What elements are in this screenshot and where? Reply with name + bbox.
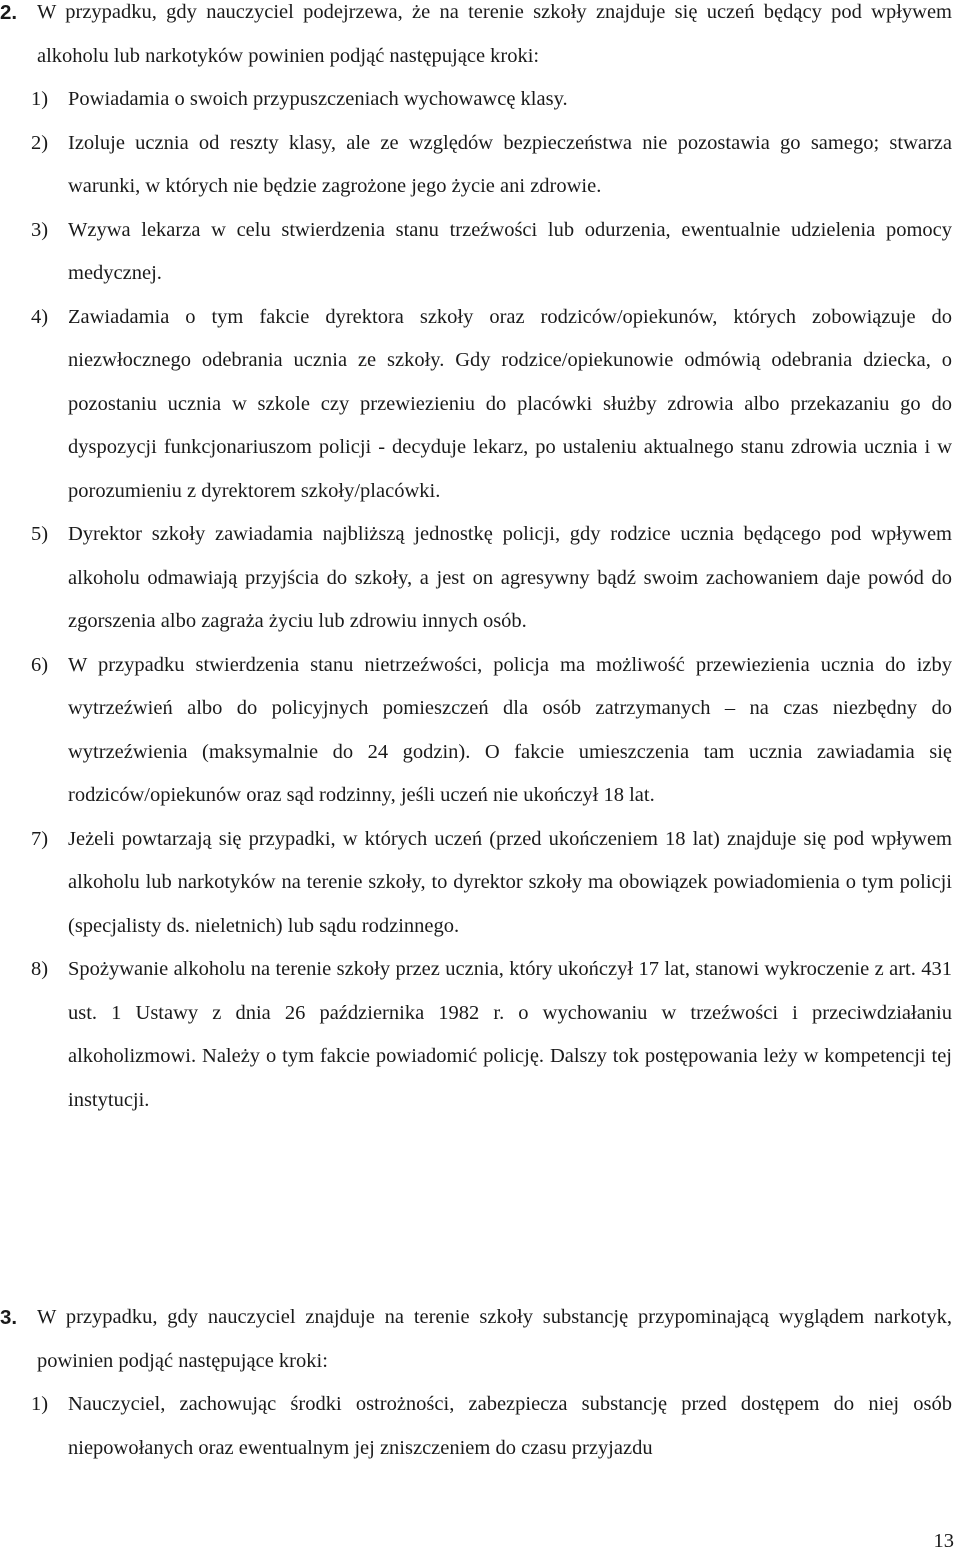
list-item-number: 1) <box>31 88 49 110</box>
page-number: 13 <box>933 1530 954 1552</box>
section-3 <box>0 1296 956 1470</box>
list-item-number: 1) <box>31 1393 49 1415</box>
list-item-number: 2) <box>31 131 49 154</box>
section-3-number: 3. <box>0 1306 18 1329</box>
list-item <box>0 513 956 644</box>
section-2-intro <box>0 0 956 78</box>
list-item-text: Wzywa lekarza w celu stwierdzenia stanu trzeźwości lub odurzenia, ewentualnie udzielenia pomocy medycznej. <box>68 218 952 284</box>
list-item-text: Izoluje ucznia od reszty klasy, ale ze względów bezpieczeństwa nie pozostawia go samego; stwarza warunki, w których nie będzie zagrożone jego życie ani zdrowie. <box>68 131 952 197</box>
list-item <box>0 122 956 209</box>
list-item-text: Jeżeli powtarzają się przypadki, w których uczeń (przed ukończeniem 18 lat) znajduje się pod wpływem alkoholu lub narkotyków na terenie szkoły, to dyrektor szkoły ma obowiązek powiadomienia o tym policji (specjalisty ds. nieletnich) lub sądu rodzinnego. <box>68 827 952 937</box>
section-2-number: 2. <box>0 1 18 24</box>
list-item-number: 7) <box>31 827 49 850</box>
list-item <box>0 209 956 296</box>
section-2-intro-text: W przypadku, gdy nauczyciel podejrzewa, że na terenie szkoły znajduje się uczeń będący pod wpływem alkoholu lub narkotyków powinien podjąć następujące kroki: <box>37 1 952 67</box>
list-item-number: 3) <box>31 218 49 241</box>
list-item-text: Nauczyciel, zachowując środki ostrożności, zabezpiecza substancję przed dostępem do niej osób niepowołanych oraz ewentualnym jej zniszczeniem do czasu przyjazdu <box>68 1393 952 1459</box>
list-item <box>0 1383 956 1470</box>
list-item <box>0 948 956 1122</box>
section-3-intro <box>0 1296 956 1383</box>
list-item <box>0 818 956 949</box>
list-item <box>0 644 956 818</box>
list-item-text: W przypadku stwierdzenia stanu nietrzeźwości, policja ma możliwość przewiezienia ucznia do izby wytrzeźwień albo do policyjnych pomieszczeń dla osób zatrzymanych – na czas niezbędny do wytrzeźwienia (maksymalnie do 24 godzin). O fakcie umieszczenia tam ucznia zawiadamia się rodziców/opiekunów oraz sąd rodzinny, jeśli uczeń nie ukończył 18 lat. <box>68 653 952 806</box>
list-item-number: 6) <box>31 653 49 676</box>
section-3-intro-text: W przypadku, gdy nauczyciel znajduje na terenie szkoły substancję przypominającą wyglądem narkotyk, powinien podjąć następujące kroki: <box>37 1306 952 1372</box>
list-item-text: Zawiadamia o tym fakcie dyrektora szkoły oraz rodziców/opiekunów, których zobowiązuje do niezwłocznego odebrania ucznia ze szkoły. Gdy rodzice/opiekunowie odmówią odebrania dziecka, o pozostaniu ucznia w szkole czy przewiezieniu do placówki służby zdrowia albo przekazaniu go do dyspozycji funkcjonariuszom policji - decyduje lekarz, po ustaleniu aktualnego stanu zdrowia ucznia i w porozumieniu z dyrektorem szkoły/placówki. <box>68 305 952 502</box>
list-item-text: Dyrektor szkoły zawiadamia najbliższą jednostkę policji, gdy rodzice ucznia będącego pod wpływem alkoholu odmawiają przyjścia do szkoły, a jest on agresywny bądź swoim zachowaniem daje powód do zgorszenia albo zagraża życiu lub zdrowiu innych osób. <box>68 523 952 632</box>
list-item-text: Spożywanie alkoholu na terenie szkoły przez ucznia, który ukończył 17 lat, stanowi wykroczenie z art. 431 ust. 1 Ustawy z dnia 26 października 1982 r. o wychowaniu w trzeźwości i przeciwdziałaniu alkoholizmowi. Należy o tym fakcie powiadomić policję. Dalszy tok postępowania leży w kompetencji tej instytucji. <box>68 958 952 1111</box>
list-item-number: 5) <box>31 523 49 545</box>
list-item-text: Powiadamia o swoich przypuszczeniach wychowawcę klasy. <box>68 88 568 110</box>
list-item-number: 4) <box>31 305 49 328</box>
list-item <box>0 78 956 122</box>
list-item-number: 8) <box>31 958 49 980</box>
list-item <box>0 296 956 514</box>
